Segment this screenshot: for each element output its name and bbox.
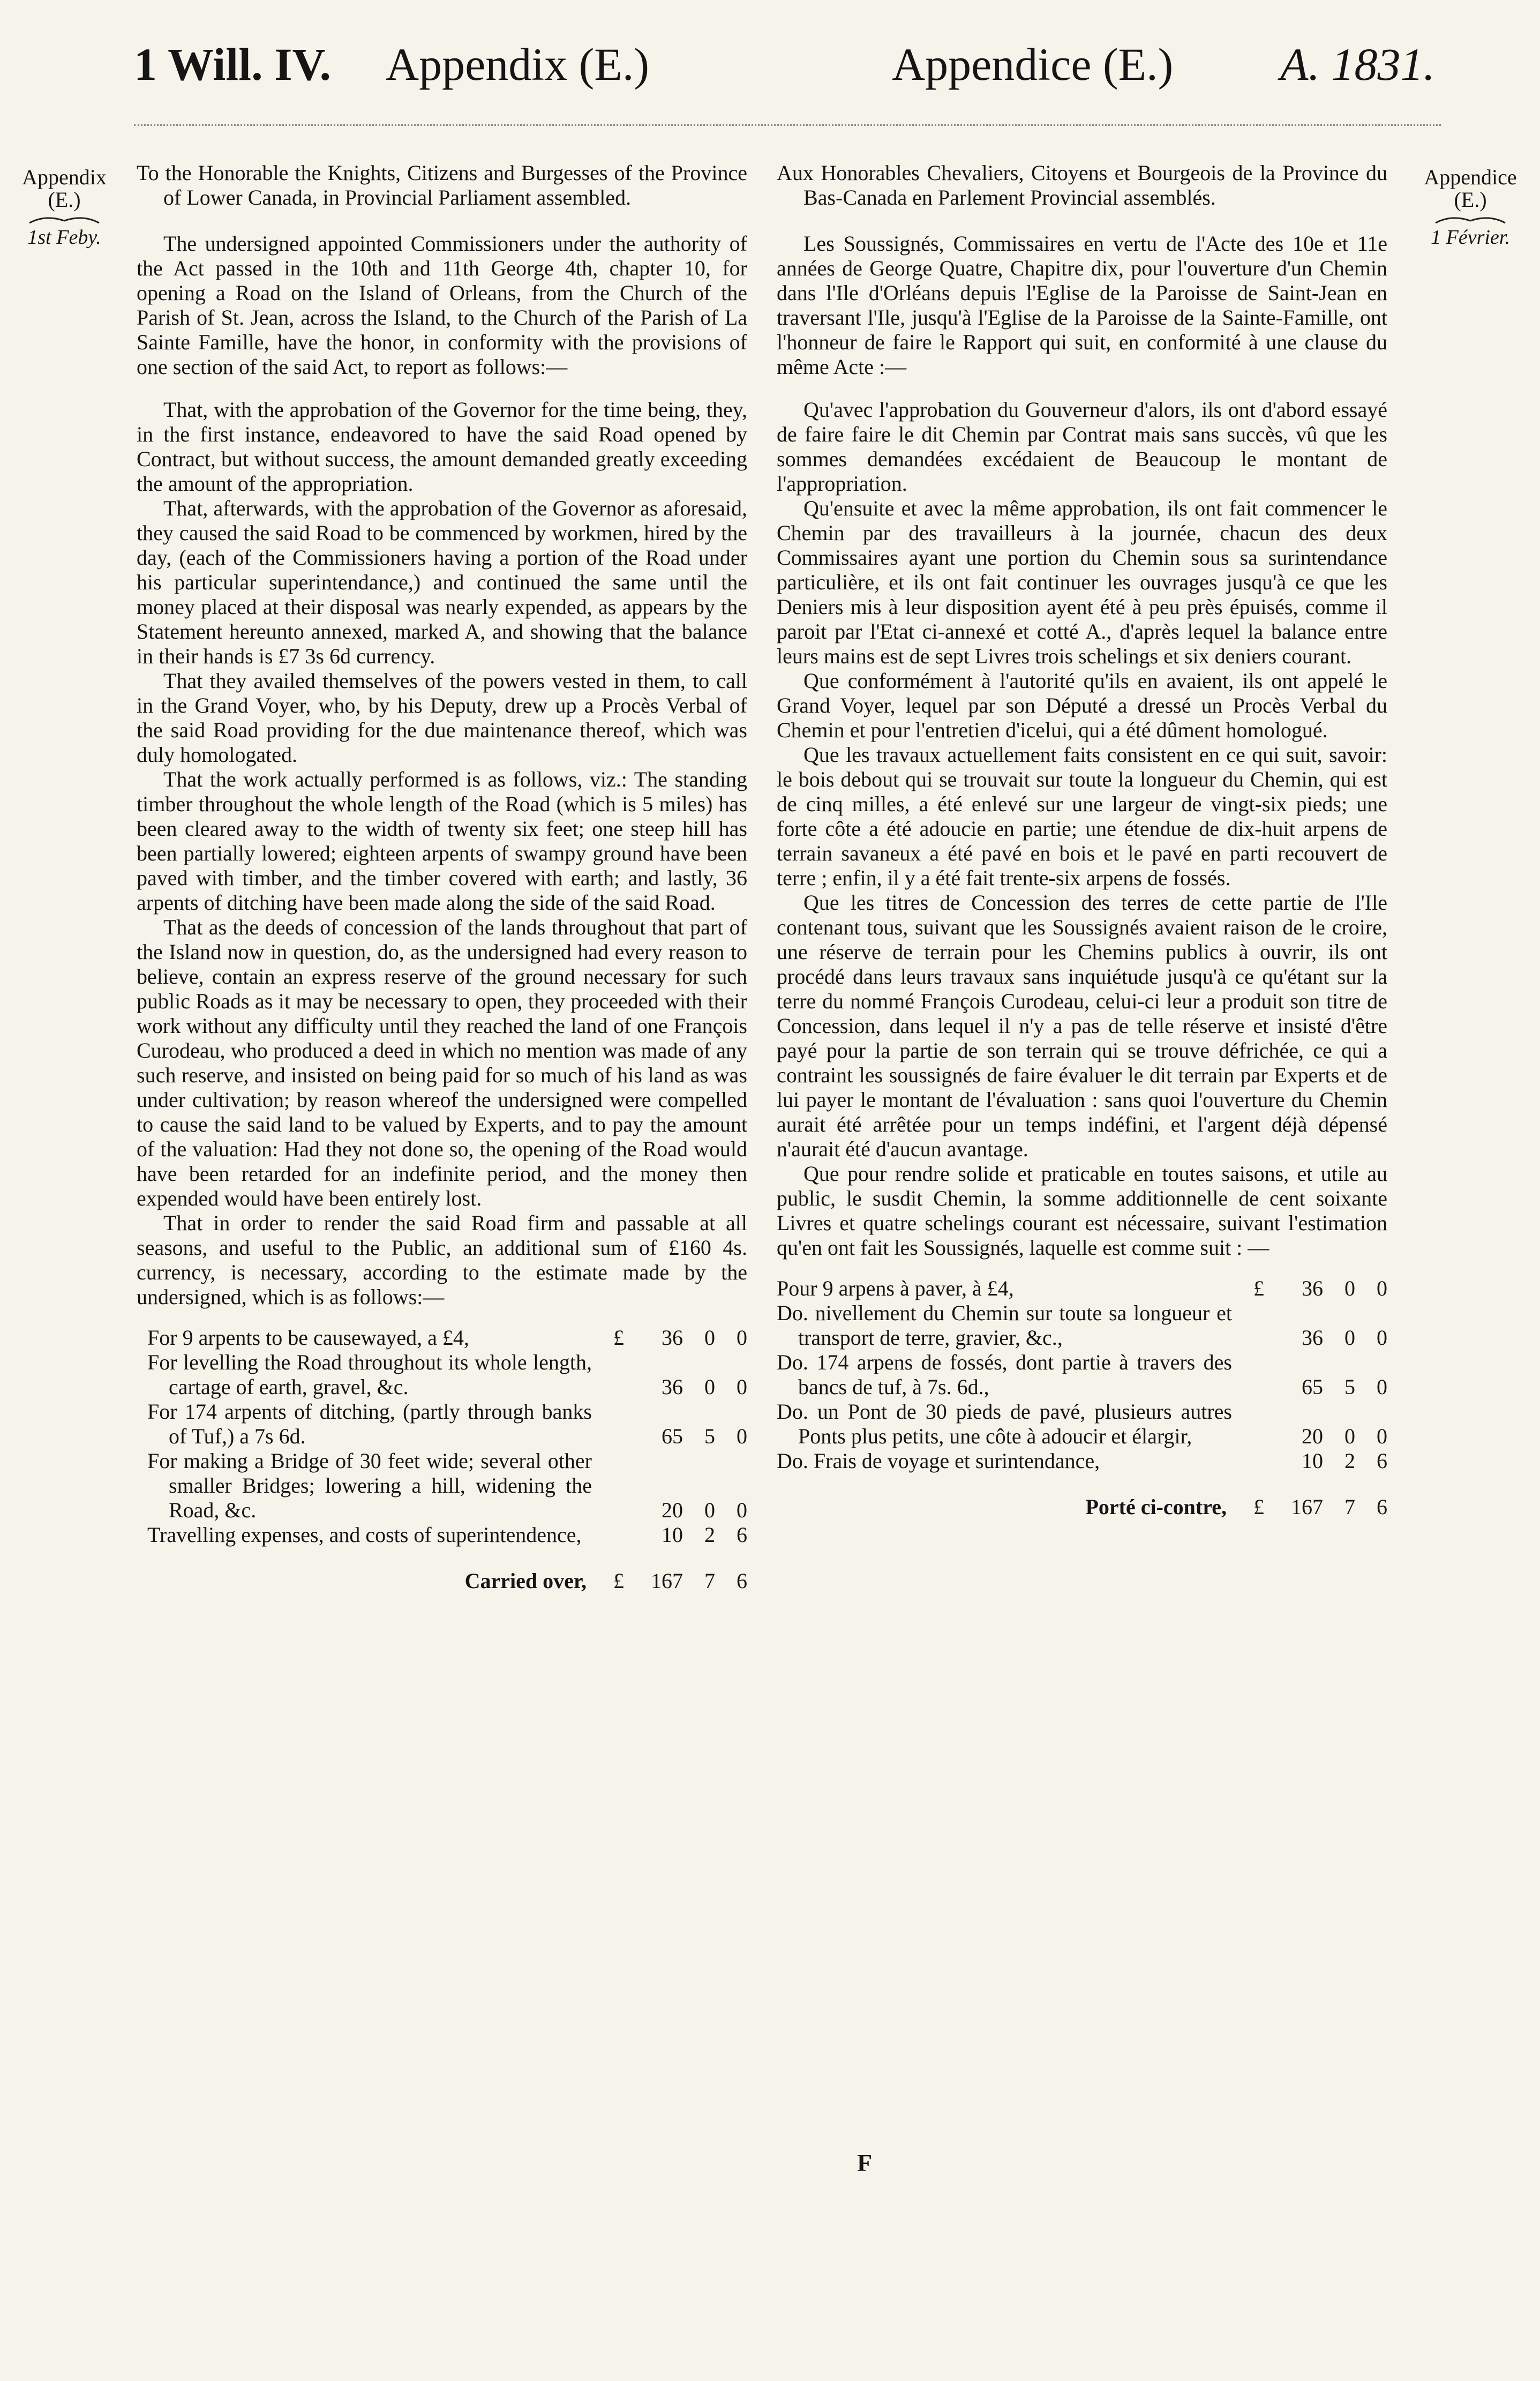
estimate-pence: 0 [1377, 1375, 1387, 1399]
estimate-row [137, 1449, 747, 1523]
margin-ref: (E.) [48, 188, 81, 212]
paragraph-fr: Qu'ensuite et avec la même approbation, ils ont fait commencer le Chemin par des travailleurs à la journée, chacun des deux Commissaires ayant une portion du Chemin sous sa surintendance particulière, et ils ont fait continuer les ouvrages jusqu'à ce que les Deniers mis à leur disposition ayent été à peu près épuisés, comme il paroit par l'Etat ci-annexé et cotté A., d'après lequel la balance entre leurs mains est de sept Livres trois schelings et six deniers courant. [777, 496, 1387, 668]
address-fr: Aux Honorables Chevaliers, Citoyens et Bourgeois de la Province du Bas-Canada en Parlement Provincial assemblés. [777, 161, 1387, 209]
signature-mark: F [857, 2149, 873, 2176]
appendix-title-fr: Appendice (E.) [892, 39, 1174, 90]
page-header [0, 38, 1540, 118]
carried-shillings: 7 [704, 1569, 715, 1593]
estimate-shillings: 2 [704, 1523, 715, 1547]
estimate-shillings: 5 [1344, 1375, 1355, 1399]
estimate-desc: For 9 arpents to be causewayed, a £4, [147, 1326, 469, 1350]
year-label: A. 1831. [1280, 39, 1436, 90]
estimate-desc: Do. Frais de voyage et surintendance, [777, 1449, 1100, 1473]
estimate-pounds: 10 [662, 1523, 683, 1547]
estimate-pence: 0 [737, 1424, 747, 1448]
estimate-pounds: 65 [662, 1424, 683, 1448]
estimate-pounds: 65 [1302, 1375, 1323, 1399]
estimate-row [777, 1399, 1387, 1449]
estimate-desc: Travelling expenses, and costs of superintendence, [147, 1523, 582, 1547]
estimate-row [777, 1449, 1387, 1473]
carried-shillings: 7 [1344, 1495, 1355, 1519]
paragraph-en: That they availed themselves of the powers vested in them, to call in the Grand Voyer, who, by his Deputy, drew up a Procès Verbal of the said Road providing for the due maintenance thereof, which was duly homologated. [137, 669, 747, 767]
carried-over-label: Porté ci-contre, [1085, 1495, 1227, 1519]
carried-currency: £ [613, 1569, 624, 1593]
estimate-row [777, 1276, 1387, 1301]
estimate-row [777, 1301, 1387, 1350]
estimate-pence: 0 [737, 1498, 747, 1522]
paragraph-en: That as the deeds of concession of the lands throughout that part of the Island now in question, do, as the undersigned had every reason to believe, contain an express reserve of the ground necessary for such public Roads as it may be necessary to open, they proceeded with their work without any difficulty until they reached the land of one François Curodeau, who produced a deed in which no mention was made of any such reserve, and insisted on being paid for so much of his land as was under cultivation; by reason whereof the undersigned were compelled to cause the said land to be valued by Experts, and to pay the amount of the valuation: Had they not done so, the opening of the Road would have been retarded for an indefinite period, and the money then expended would have been entirely lost. [137, 915, 747, 1210]
brace-flourish-icon [1433, 213, 1508, 225]
estimate-shillings: 5 [704, 1424, 715, 1448]
estimate-desc: For levelling the Road throughout its whole length, cartage of earth, gravel, &c. [147, 1350, 592, 1399]
estimate-shillings: 2 [1344, 1449, 1355, 1473]
carried-pounds: 167 [1291, 1495, 1323, 1519]
paragraph-fr: Que pour rendre solide et praticable en toutes saisons, et utile au public, le susdit Chemin, la somme additionnelle de cent soixante Livres et quatre schelings courant est nécessaire, suivant l'estimation qu'en ont fait les Soussignés, laquelle est comme suit : — [777, 1162, 1387, 1260]
margin-label: Appendice [1424, 165, 1517, 189]
estimate-row [137, 1523, 747, 1547]
estimate-shillings: 0 [704, 1498, 715, 1522]
estimate-shillings: 0 [704, 1375, 715, 1399]
carried-over-row [777, 1495, 1387, 1519]
english-column [137, 161, 747, 1593]
estimate-table-fr [777, 1276, 1387, 1519]
paragraph-en: That, with the approbation of the Governor for the time being, they, in the first instance, endeavored to have the said Road opened by Contract, but without success, the amount demanded greatly exceeding the amount of the appropriation. [137, 398, 747, 496]
estimate-pounds: 36 [662, 1375, 683, 1399]
margin-ref: (E.) [1454, 188, 1487, 212]
estimate-currency: £ [613, 1326, 624, 1350]
estimate-shillings: 0 [1344, 1326, 1355, 1350]
carried-pence: 6 [1377, 1495, 1387, 1519]
estimate-desc: Do. un Pont de 30 pieds de pavé, plusieurs autres Ponts plus petits, une côte à adoucir et élargir, [777, 1399, 1232, 1448]
estimate-pence: 0 [1377, 1326, 1387, 1350]
paragraph-fr: Que conformément à l'autorité qu'ils en avaient, ils ont appelé le Grand Voyer, lequel par son Député a dressé un Procès Verbal du Chemin et pour l'entretien d'icelui, qui a été dûment homologué. [777, 669, 1387, 742]
estimate-pence: 0 [737, 1326, 747, 1350]
paragraph-fr: Que les titres de Concession des terres de cette partie de l'Ile contenant tous, suivant que les Soussignés avaient raison de le croire, une réserve de terrain pour les Chemins publics à ouvrir, ils ont procédé dans leurs travaux sans inquiétude jusqu'à ce qu'étant sur la terre du nommé François Curodeau, celui-ci leur a produit son titre de Concession, dans lequel il n'y a pas de telle réserve et insisté d'être payé pour la partie de son terrain qui se trouve défrichée, ce qui a contraint les soussignés de faire évaluer le dit terrain par Experts et de lui payer le montant de l'évaluation : sans quoi l'ouverture du Chemin aurait été arrêtée pour un temps indéfini, et l'argent déjà dépensé n'aurait été d'aucun avantage. [777, 890, 1387, 1161]
paragraph-en: The undersigned appointed Commissioners under the authority of the Act passed in the 10th and 11th George 4th, chapter 10, for opening a Road on the Island of Orleans, from the Church of the Parish of St. Jean, across the Island, to the Church of the Parish of La Sainte Famille, have the honor, in conformity with the provisions of one section of the said Act, to report as follows:— [137, 231, 747, 379]
carried-pence: 6 [737, 1569, 747, 1593]
french-column [777, 161, 1387, 1519]
appendix-title-en: Appendix (E.) [386, 39, 649, 90]
paragraph-en: That in order to render the said Road firm and passable at all seasons, and useful to the Public, an additional sum of £160 4s. currency, is necessary, according to the estimate made by the undersigned, which is as follows:— [137, 1211, 747, 1309]
estimate-desc: For 174 arpents of ditching, (partly through banks of Tuf,) a 7s 6d. [147, 1399, 592, 1448]
paragraph-en: That, afterwards, with the approbation of the Governor as aforesaid, they caused the said Road to be commenced by workmen, hired by the day, (each of the Commissioners having a portion of the Road under his particular superintendance,) and continued the same until the money placed at their disposal was nearly expended, as appears by the Statement hereunto annexed, marked A, and showing that the balance in their hands is £7 3s 6d currency. [137, 496, 747, 668]
estimate-pounds: 10 [1302, 1449, 1323, 1473]
estimate-desc: Do. 174 arpens de fossés, dont partie à travers des bancs de tuf, à 7s. 6d., [777, 1350, 1232, 1399]
estimate-shillings: 0 [1344, 1276, 1355, 1300]
reign-label: 1 Will. IV. [134, 39, 332, 90]
margin-date: 1 Février. [1431, 226, 1510, 249]
paragraph-fr: Qu'avec l'approbation du Gouverneur d'alors, ils ont d'abord essayé de faire faire le dit Chemin par Contrat mais sans succès, vû que les sommes demandées excédaient de Beaucoup le montant de l'appropriation. [777, 398, 1387, 496]
estimate-shillings: 0 [1344, 1424, 1355, 1448]
paragraph-fr: Les Soussignés, Commissaires en vertu de l'Acte des 10e et 11e années de George Quatre, Chapitre dix, pour l'ouverture d'un Chemin dans l'Ile d'Orléans depuis l'Eglise de la Paroisse de Saint-Jean en traversant l'Ile, jusqu'à l'Eglise de la Paroisse de la Sainte-Famille, ont l'honneur de faire le Rapport qui suit, en conformité à une clause du même Acte :— [777, 231, 1387, 379]
estimate-pence: 6 [1377, 1449, 1387, 1473]
header-rule [134, 124, 1441, 126]
estimate-table-en [137, 1326, 747, 1593]
estimate-pounds: 36 [662, 1326, 683, 1350]
margin-note-left [5, 166, 123, 249]
estimate-pounds: 36 [1302, 1326, 1323, 1350]
margin-date: 1st Feby. [27, 226, 101, 249]
carried-currency: £ [1253, 1495, 1264, 1519]
carried-over-label: Carried over, [464, 1569, 587, 1593]
margin-note-right [1406, 166, 1535, 249]
address-en: To the Honorable the Knights, Citizens and Burgesses of the Province of Lower Canada, in Provincial Parliament assembled. [137, 161, 747, 209]
estimate-desc: For making a Bridge of 30 feet wide; several other smaller Bridges; lowering a hill, widening the Road, &c. [147, 1449, 592, 1522]
estimate-pence: 0 [1377, 1424, 1387, 1448]
estimate-pence: 0 [737, 1375, 747, 1399]
estimate-row [777, 1350, 1387, 1399]
estimate-pounds: 20 [662, 1498, 683, 1522]
estimate-currency: £ [1253, 1276, 1264, 1300]
estimate-pence: 0 [1377, 1276, 1387, 1300]
carried-over-row [137, 1569, 747, 1593]
estimate-pounds: 36 [1302, 1276, 1323, 1300]
brace-flourish-icon [27, 213, 102, 225]
estimate-desc: Do. nivellement du Chemin sur toute sa longueur et transport de terre, gravier, &c., [777, 1301, 1232, 1350]
estimate-desc: Pour 9 arpens à paver, à £4, [777, 1276, 1014, 1300]
estimate-shillings: 0 [704, 1326, 715, 1350]
estimate-pence: 6 [737, 1523, 747, 1547]
estimate-pounds: 20 [1302, 1424, 1323, 1448]
margin-label: Appendix [22, 165, 107, 189]
paragraph-fr: Que les travaux actuellement faits consistent en ce qui suit, savoir: le bois debout qui se trouvait sur toute la longueur du Chemin, qui est de cinq milles, a été enlevé sur une largeur de vingt-six pieds; une forte côte a été adoucie en partie; une étendue de dix-huit arpens de terrain savaneux a été pavé en bois et le pavé en parti recouvert de terre ; enfin, il y a été fait trente-six arpens de fossés. [777, 743, 1387, 890]
carried-pounds: 167 [651, 1569, 683, 1593]
estimate-row [137, 1326, 747, 1350]
paragraph-en: That the work actually performed is as follows, viz.: The standing timber throughout the whole length of the Road (which is 5 miles) has been cleared away to the width of twenty six feet; one steep hill has been partially lowered; eighteen arpents of swampy ground have been paved with timber, and the timber covered with earth; and lastly, 36 arpents of ditching have been made along the side of the said Road. [137, 767, 747, 915]
estimate-row [137, 1399, 747, 1449]
estimate-row [137, 1350, 747, 1399]
